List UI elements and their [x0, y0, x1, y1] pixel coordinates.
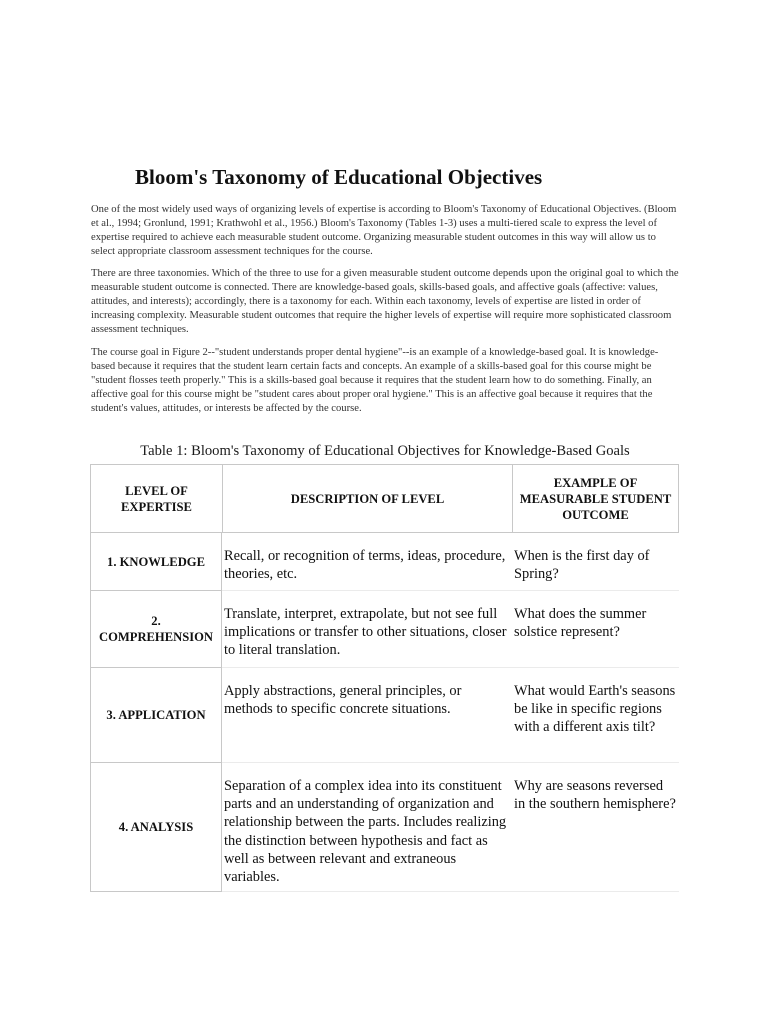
example-cell: When is the first day of Spring?: [512, 533, 679, 591]
header-example: EXAMPLE OF MEASURABLE STUDENT OUTCOME: [512, 464, 679, 533]
table-caption: Table 1: Bloom's Taxonomy of Educational Objectives for Knowledge-Based Goals: [140, 443, 630, 459]
table-header-row: [90, 464, 679, 533]
table-row: [90, 763, 679, 892]
description-cell: Separation of a complex idea into its constituent parts and an understanding of organization and relationship between the parts. Includes realizing the distinction between hypothesis and fact as well as between relevant and extraneous variables.: [222, 763, 512, 892]
level-cell: 3. APPLICATION: [90, 668, 222, 763]
example-cell: Why are seasons reversed in the southern hemisphere?: [512, 763, 679, 892]
table-row: [90, 533, 679, 591]
level-cell: 2. COMPREHENSION: [90, 591, 222, 668]
course-goal-paragraph: The course goal in Figure 2--"student understands proper dental hygiene"--is an example of a knowledge-based goal. It is knowledge-based because it requires that the student learn certain facts and concepts. An example of a skills-based goal for this course might be "student flosses teeth properly." This is a skills-based goal because it requires that the student learn how to do something. Finally, an affective goal for this course might be "student cares about proper oral hygiene." This is an affective goal because it requires that the student's values, attitudes, or interests be affected by the course.: [91, 347, 659, 414]
example-cell: What would Earth's seasons be like in specific regions with a different axis tilt?: [512, 668, 679, 763]
header-level: LEVEL OF EXPERTISE: [90, 464, 222, 533]
level-cell: 4. ANALYSIS: [90, 763, 222, 892]
description-cell: Recall, or recognition of terms, ideas, procedure, theories, etc.: [222, 533, 512, 591]
taxonomy-table: [90, 464, 679, 892]
example-cell: What does the summer solstice represent?: [512, 591, 679, 668]
table-row: [90, 591, 679, 668]
header-description: DESCRIPTION OF LEVEL: [222, 464, 512, 533]
description-cell: Translate, interpret, extrapolate, but not see full implications or transfer to other situations, closer to literal translation.: [222, 591, 512, 668]
level-cell: 1. KNOWLEDGE: [90, 533, 222, 591]
intro-paragraph: One of the most widely used ways of organizing levels of expertise is according to Bloom's Taxonomy of Educational Objectives. (Bloom et al., 1994; Gronlund, 1991; Krathwohl et al., 1956.) Bloom's Taxonomy (Tables 1-3) uses a multi-tiered scale to express the level of expertise required to achieve each measurable student outcome. Organizing measurable student outcomes in this way will allow us to select appropriate classroom assessment techniques for the course.: [91, 204, 677, 257]
document-title: Bloom's Taxonomy of Educational Objectives: [135, 165, 543, 189]
taxonomies-paragraph: There are three taxonomies. Which of the three to use for a given measurable student outcome depends upon the original goal to which the measurable student outcome is connected. There are knowledge-based goals, skills-based goals, and affective goals (affective: values, attitudes, and interests); accordingly, there is a taxonomy for each. Within each taxonomy, levels of expertise are listed in order of increasing complexity. Measurable student outcomes that require the higher levels of expertise will require more sophisticated classroom assessment techniques.: [91, 268, 679, 335]
description-cell: Apply abstractions, general principles, or methods to specific concrete situations.: [222, 668, 512, 763]
table-row: [90, 668, 679, 763]
